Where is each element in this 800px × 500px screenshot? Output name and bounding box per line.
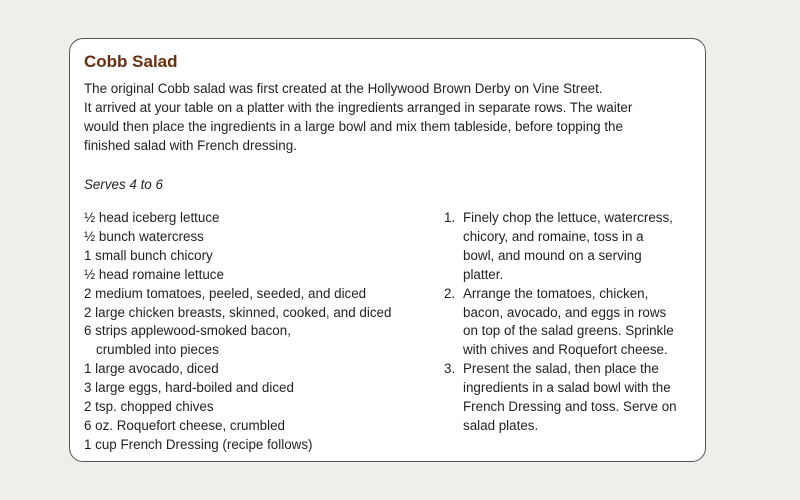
ingredient-item: ½ head romaine lettuce [84,266,224,282]
step-number: 1. [444,210,456,225]
step-line: Arrange the tomatoes, chicken, [463,285,649,301]
ingredient-item: 1 cup French Dressing (recipe follows) [84,436,313,452]
ingredient-item: ½ head iceberg lettuce [84,210,220,225]
step-text [463,209,673,285]
instruction-list [444,209,704,436]
recipe-card [69,38,706,462]
ingredient-item: 3 large eggs, hard-boiled and diced [84,380,294,396]
step-line: Present the salad, then place the [463,361,659,377]
step-line: with chives and Roquefort cheese. [463,342,668,358]
step-line: Finely chop the lettuce, watercress, [463,210,673,225]
step-line: bacon, avocado, and eggs in rows [463,304,667,320]
instruction-step [444,285,704,361]
ingredient-item: 2 large chicken breasts, skinned, cooked, and diced [84,304,392,320]
intro-line: would then place the ingredients in a large bowl and mix them tableside, before topping the [84,119,623,134]
instruction-step [444,360,704,436]
step-line: salad plates. [463,417,539,433]
ingredient-item: ½ bunch watercress [84,228,204,244]
step-number: 3. [444,361,456,377]
ingredient-item: 2 tsp. chopped chives [84,399,214,415]
step-line: on top of the salad greens. Sprinkle [463,323,674,339]
step-line: ingredients in a salad bowl with the [463,380,671,396]
ingredient-item: 6 oz. Roquefort cheese, crumbled [84,417,285,433]
step-text [463,360,677,436]
ingredient-item: 2 medium tomatoes, peeled, seeded, and diced [84,285,367,301]
intro-line: The original Cobb salad was first created at the Hollywood Brown Derby on Vine Street. [84,81,603,96]
servings-text: Serves 4 to 6 [84,177,163,192]
step-line: French Dressing and toss. Serve on [463,399,677,415]
step-line: bowl, and mound on a serving [463,247,642,263]
step-number: 2. [444,285,456,301]
recipe-intro [84,79,696,155]
ingredient-item: 6 strips applewood-smoked bacon, [84,323,291,339]
ingredient-item-continued: crumbled into pieces [96,342,219,358]
step-line: platter. [463,266,504,282]
ingredient-list [84,209,391,455]
step-text [463,285,674,361]
recipe-title: Cobb Salad [84,52,178,71]
instruction-step [444,209,704,285]
step-line: chicory, and romaine, toss in a [463,228,644,244]
ingredient-item: 1 large avocado, diced [84,361,219,377]
intro-line: finished salad with French dressing. [84,138,297,153]
ingredient-item: 1 small bunch chicory [84,247,213,263]
intro-line: It arrived at your table on a platter with the ingredients arranged in separate rows. The waiter [84,100,633,115]
